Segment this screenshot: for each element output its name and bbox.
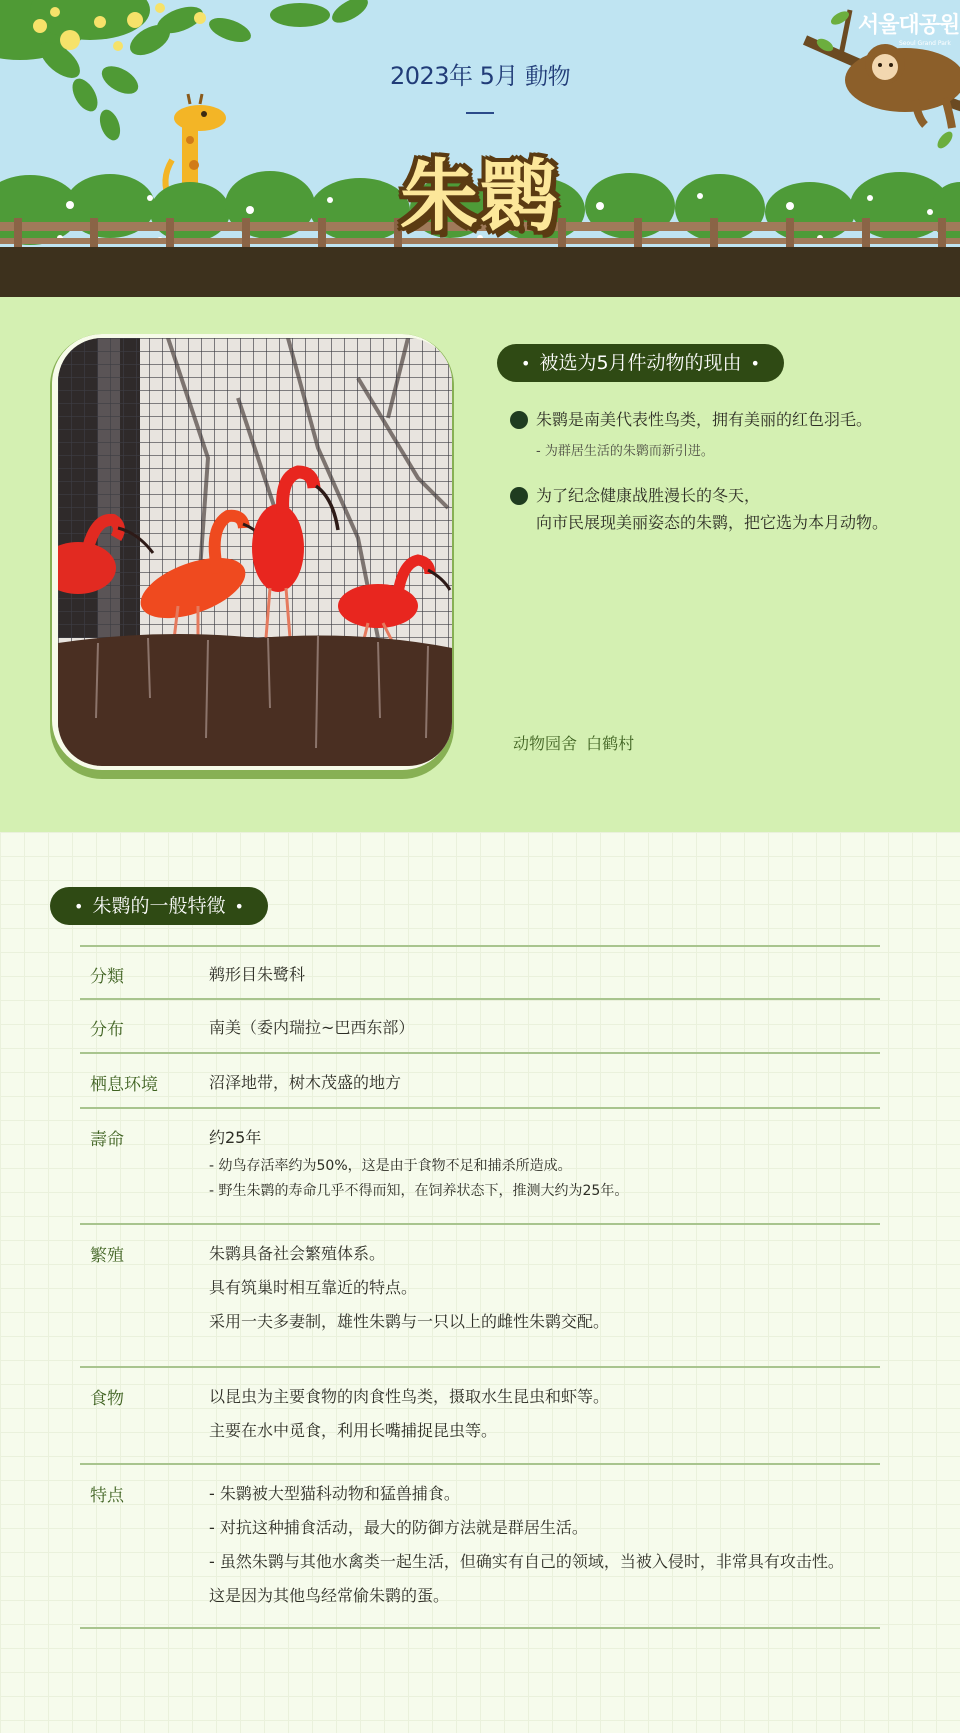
row-value-food-2: 主要在水中觅食，利用长嘴捕捉昆虫等。 (209, 1421, 498, 1440)
location (513, 731, 634, 754)
row-value-lifespan-note-1: - 幼鸟存活率约为50%，这是由于食物不足和捕杀所造成。 (209, 1158, 572, 1174)
row-value-habitat: 沼泽地带，树木茂盛的地方 (209, 1073, 402, 1092)
row-label-distribution: 分布 (90, 1020, 124, 1040)
table-divider (80, 1366, 880, 1368)
location-value: 白鹤村 (586, 734, 635, 753)
page-header (0, 0, 960, 297)
category-label: 動物 (525, 64, 571, 90)
table-divider (80, 998, 880, 1000)
reason-1-text: 朱鹮是南美代表性鸟类，拥有美丽的红色羽毛。 (536, 410, 873, 429)
title-divider (466, 112, 494, 114)
row-value-traits-1: - 朱鹮被大型猫科动物和猛兽捕食。 (209, 1484, 460, 1503)
row-value-lifespan: 约25年 (209, 1128, 262, 1147)
park-logo[interactable]: 서울대공원 (858, 13, 960, 38)
reason-2-line-1: 为了纪念健康战胜漫长的冬天， (536, 486, 761, 505)
row-label-traits: 特点 (90, 1486, 124, 1506)
row-label-lifespan: 壽命 (90, 1130, 124, 1150)
row-label-breeding: 繁殖 (90, 1246, 124, 1266)
reason-2-line-2: 向市民展现美丽姿态的朱鹮，把它选为本月动物。 (536, 513, 889, 532)
row-value-classification: 鹈形目朱鹭科 (209, 965, 306, 984)
date-label: 2023年 5月 (389, 62, 518, 90)
table-divider (80, 1052, 880, 1054)
features-section (0, 832, 960, 1733)
park-logo-sub: Seoul Grand Park (899, 40, 951, 47)
row-label-classification: 分類 (90, 967, 124, 987)
row-value-food-1: 以昆虫为主要食物的肉食性鸟类，摄取水生昆虫和虾等。 (209, 1387, 610, 1406)
row-value-breeding-2: 具有筑巢时相互靠近的特点。 (209, 1278, 418, 1297)
reason-title-pill: • 被选为5月件动物的现由 • (497, 344, 784, 382)
features-title-pill: • 朱鹮的一般特徵 • (50, 887, 268, 925)
row-value-traits-3: - 虽然朱鹮与其他水禽类一起生活，但确实有自己的领域，当被入侵时，非常具有攻击性。 (209, 1552, 844, 1571)
row-value-breeding-3: 采用一夫多妻制，雄性朱鹮与一只以上的雌性朱鹮交配。 (209, 1312, 610, 1331)
table-divider (80, 1627, 880, 1629)
row-value-lifespan-note-2: - 野生朱鹮的寿命几乎不得而知，在饲养状态下，推测大约为25年。 (209, 1183, 629, 1199)
soil-band (0, 247, 960, 297)
row-value-distribution: 南美（委内瑞拉~巴西东部） (209, 1018, 415, 1037)
row-label-habitat: 栖息环境 (90, 1075, 158, 1095)
ibis-photo-illustration (58, 338, 452, 766)
row-value-traits-2: - 对抗这种捕食活动，最大的防御方法就是群居生活。 (209, 1518, 588, 1537)
table-divider (80, 1107, 880, 1109)
location-label: 动物园舍 (513, 734, 578, 753)
reason-bullet-1 (510, 411, 528, 429)
table-divider (80, 1223, 880, 1225)
row-value-breeding-1: 朱鹮具备社会繁殖体系。 (209, 1244, 386, 1263)
ibis-photo (58, 338, 452, 766)
reason-bullet-2 (510, 487, 528, 505)
table-divider (80, 945, 880, 947)
table-divider (80, 1463, 880, 1465)
issue-date (0, 56, 960, 91)
row-label-food: 食物 (90, 1389, 124, 1409)
row-value-traits-4: 这是因为其他鸟经常偷朱鹮的蛋。 (209, 1586, 450, 1605)
reason-1-note: - 为群居生活的朱鹮而新引进。 (536, 444, 714, 459)
page-title: 朱鹮 (399, 152, 560, 242)
